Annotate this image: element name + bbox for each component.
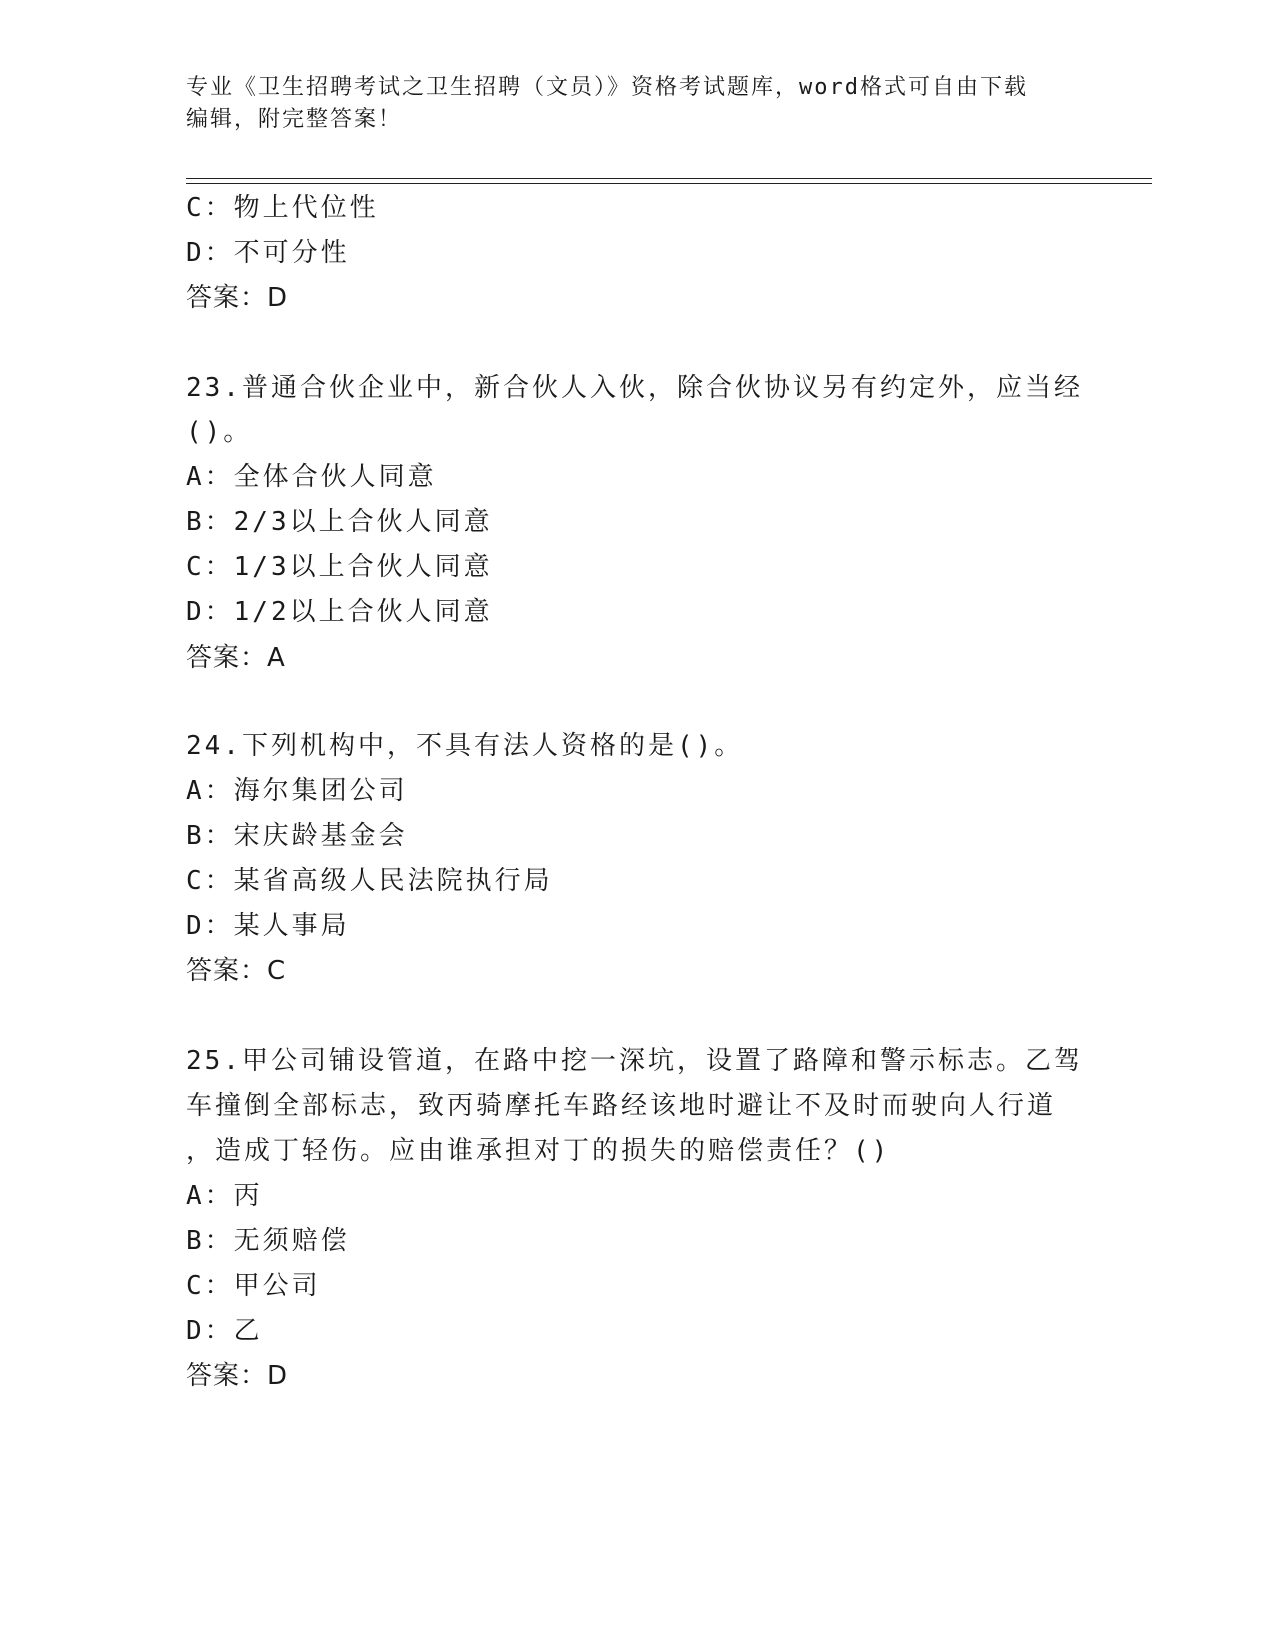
- q25-option-b: B：无须赔偿: [186, 1226, 350, 1256]
- q24-option-c: C：某省高级人民法院执行局: [186, 866, 553, 896]
- header-line-1: 专业《卫生招聘考试之卫生招聘（文员）》资格考试题库，word格式可自由下载: [186, 75, 1028, 100]
- q24-answer: 答案：C: [186, 956, 287, 986]
- q25-option-c: C：甲公司: [186, 1271, 321, 1301]
- document-header: [186, 72, 1086, 136]
- q23-option-d: D：1/2以上合伙人同意: [186, 597, 493, 627]
- q23-option-c: C：1/3以上合伙人同意: [186, 552, 493, 582]
- q25-option-d: D：乙: [186, 1316, 263, 1346]
- q24-option-b: B：宋庆龄基金会: [186, 821, 408, 851]
- prev-option-d: D：不可分性: [186, 238, 350, 268]
- q24-option-d: D：某人事局: [186, 911, 350, 941]
- q25-option-a: A：丙: [186, 1181, 263, 1211]
- q23-option-a: A：全体合伙人同意: [186, 462, 437, 492]
- q25-stem-line-1: 25.甲公司铺设管道，在路中挖一深坑，设置了路障和警示标志。乙驾: [186, 1046, 1083, 1076]
- header-line-2: 编辑，附完整答案！: [186, 107, 403, 132]
- header-divider-bottom: [186, 183, 1152, 184]
- q23-option-b: B：2/3以上合伙人同意: [186, 507, 493, 537]
- q25-stem-line-3: ，造成丁轻伤。应由谁承担对丁的损失的赔偿责任？(): [186, 1136, 891, 1166]
- q23-stem-line-2: ()。: [186, 417, 253, 447]
- q24-stem-line-1: 24.下列机构中，不具有法人资格的是()。: [186, 731, 744, 761]
- q23-answer: 答案：A: [186, 643, 286, 673]
- q23-stem-line-1: 23.普通合伙企业中，新合伙人入伙，除合伙协议另有约定外，应当经: [186, 373, 1083, 403]
- prev-option-c: C：物上代位性: [186, 193, 379, 223]
- q25-stem-line-2: 车撞倒全部标志，致丙骑摩托车路经该地时避让不及时而驶向人行道: [186, 1091, 1057, 1121]
- q25-answer: 答案：D: [186, 1361, 289, 1391]
- prev-answer: 答案：D: [186, 283, 289, 313]
- header-divider-top: [186, 178, 1152, 179]
- q24-option-a: A：海尔集团公司: [186, 776, 408, 806]
